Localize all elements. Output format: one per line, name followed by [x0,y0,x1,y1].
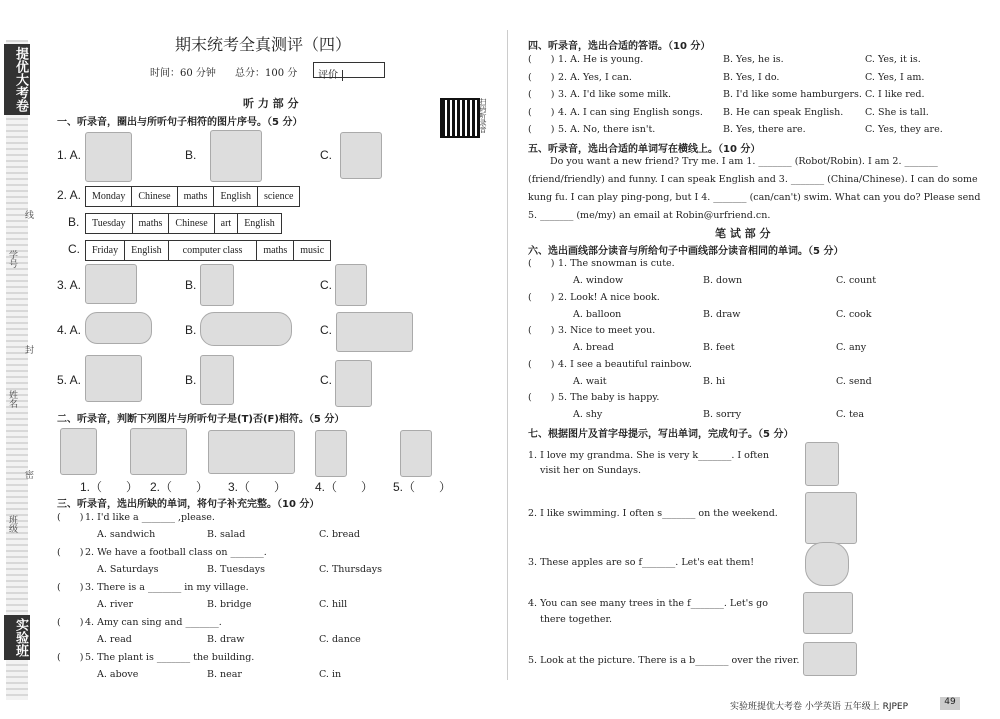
picture-grandma [805,442,839,486]
option-a: 1. A. He is young. [558,54,644,65]
fill-sentence-cont: there together. [540,614,613,625]
picture-classroom [208,430,295,474]
picture-singing-boy [85,132,132,182]
section-7-heading: 七、根据图片及首字母提示，写出单词，完成句子。（5 分） [528,429,794,440]
question-text: 4. Amy can sing and _______. [85,617,222,628]
sidebar-label: 姓名 [7,390,17,408]
answer-paren[interactable]: ( ) [528,89,555,100]
schedule-cell: computer class [168,241,257,261]
option-c: C. dance [319,634,361,645]
option-a: A. balloon [573,308,622,320]
q-label: B. [185,373,197,387]
option-b: B. Yes, there are. [723,124,806,135]
page-title: 期末统考全真测评（四） [175,35,352,54]
schedule-cell: Monday [86,187,132,207]
judge-item[interactable]: 2.（ ） [150,480,209,494]
schedule-cell: Friday [86,241,125,261]
picture-swimming [805,492,857,544]
option-b: B. Tuesdays [207,564,265,575]
q-label: C. [320,278,332,292]
exam-total: 总分：100 分 [235,68,298,79]
section-3-heading: 三、听录音，选出所缺的单词，将句子补充完整。（10 分） [57,499,320,510]
option-c: C. Yes, I am. [865,71,925,83]
option-c: C. in [319,669,342,680]
judge-item[interactable]: 5.（ ） [393,480,452,494]
schedule-option-a [85,186,300,207]
q-label: C. [320,323,332,337]
option-c: C. send [836,375,872,387]
page-number: 49 [940,697,960,710]
fill-sentence: 4. You can see many trees in the f_______. Let's go [528,598,768,609]
question-text: 3. There is a _______ in my village. [85,582,249,593]
schedule-cell: maths [257,241,294,261]
sidebar-label: 封 [23,345,33,354]
option-c: C. Thursdays [319,564,382,575]
fill-sentence: 3. These apples are so f_______. Let's eat them! [528,557,755,568]
exam-time: 时间：60 分钟 [150,68,216,79]
page-divider [507,30,508,680]
sidebar-badge-bottom: 实验班 [4,615,30,660]
option-a: 3. A. I'd like some milk. [558,89,672,100]
option-c: C. bread [319,529,360,540]
q-label: B. [185,323,197,337]
schedule-cell: music [294,241,331,261]
listening-heading: 听 力 部 分 [243,97,299,110]
schedule-cell: science [258,187,300,207]
option-a: A. sandwich [97,529,156,540]
option-b: B. bridge [207,599,252,610]
option-c: C. I like red. [865,89,925,100]
picture-reading [335,264,367,306]
schedule-option-b [85,213,282,234]
option-a: 2. A. Yes, I can. [558,71,632,83]
passage-line: Do you want a new friend? Try me. I am 1. _______ (Robot/Robin). I am 2. _______ [550,156,938,167]
question-text: 5. The plant is _______ the building. [85,652,255,663]
schedule-cell: English [238,214,282,234]
q-label: C. [320,373,332,387]
schedule-cell: English [125,241,169,261]
picture-tai-chi [60,428,97,475]
picture-basketball [335,360,372,407]
picture-rice-vegetables [200,312,292,346]
option-c: C. cook [836,308,872,320]
sidebar-label: 班级 [7,515,17,533]
option-b: B. He can speak English. [723,106,844,118]
option-b: B. sorry [703,409,742,420]
option-a: 5. A. No, there isn't. [558,124,656,135]
schedule-option-c [85,240,331,261]
judge-item[interactable]: 3.（ ） [228,480,287,494]
eval-box [313,62,385,81]
fill-sentence: 1. I love my grandma. She is very k_______. I often [528,450,769,461]
schedule-cell: Chinese [169,214,214,234]
judge-item[interactable]: 1.（ ） [80,480,139,494]
option-b: B. I'd like some hamburgers. [723,89,862,100]
answer-paren[interactable]: ( ) [528,392,555,403]
q-label: 2. A. [57,188,82,202]
passage-line: kung fu. I can play ping-pong, but I 4. _______ (can/can't) swim. What can you do? Please send [528,192,981,203]
answer-paren[interactable]: ( ) [57,547,84,558]
option-c: C. Yes, it is. [865,54,921,65]
section-1-heading: 一、听录音，圈出与所听句子相符的图片序号。（5 分） [57,117,303,128]
answer-paren[interactable]: ( ) [57,582,84,593]
picture-bridge [803,642,857,676]
section-5-passage [528,156,981,228]
sidebar-badge-top: 提优大考卷 [4,44,30,115]
sidebar-label: 密 [23,470,33,479]
answer-paren[interactable]: ( ) [528,54,555,65]
option-c: C. tea [836,409,865,420]
question-text: 3. Nice to meet you. [558,325,656,336]
picture-kung-fu [340,132,382,179]
option-c: C. count [836,275,877,286]
question-text: 2. Look! A nice book. [558,291,660,303]
sidebar-strip [6,40,28,700]
judge-item[interactable]: 4.（ ） [315,480,374,494]
option-a: A. read [97,634,132,645]
q-label: 4. A. [57,323,82,337]
option-b: B. down [703,275,743,286]
schedule-cell: maths [177,187,214,207]
picture-burger-icecream [85,312,152,344]
schedule-cell: English [214,187,258,207]
option-c: C. Yes, they are. [865,124,943,135]
answer-paren[interactable]: ( ) [57,617,84,628]
option-b: B. hi [703,375,726,387]
option-a: A. Saturdays [97,564,159,575]
option-a: A. above [97,669,139,680]
picture-girl-washing [315,430,347,477]
answer-paren[interactable]: ( ) [528,124,555,135]
picture-apples [805,542,849,586]
option-c: C. hill [319,599,348,610]
answer-paren[interactable]: ( ) [57,652,84,663]
qr-label: 扫码听录音 [479,98,487,133]
picture-boy-drawing [210,130,262,182]
sidebar-label: 线 [23,210,33,219]
q-label: 5. A. [57,373,82,387]
section-6-heading: 六、选出画线部分读音与所给句子中画线部分读音相同的单词。（5 分） [528,246,844,257]
option-a: A. shy [573,409,603,420]
section-5-heading: 五、听录音，选出合适的单词写在横线上。（10 分） [528,144,761,155]
q-label: B. [185,278,197,292]
schedule-cell: Chinese [132,187,177,207]
q-label: C. [68,242,80,256]
schedule-cell: Tuesday [86,214,133,234]
binding-sidebar [0,0,36,719]
answer-paren[interactable]: ( ) [528,358,555,370]
fill-sentence: 5. Look at the picture. There is a b_______ over the river. [528,655,800,666]
q-label: C. [320,148,332,162]
q-label: B. [68,215,80,229]
q-label: 1. A. [57,148,82,162]
section-4-heading: 四、听录音，选出合适的答语。（10 分） [528,41,711,52]
option-b: B. feet [703,342,735,353]
answer-paren[interactable]: ( ) [57,512,84,523]
picture-watching-tv [85,264,137,304]
option-a: A. window [573,275,624,286]
option-a: A. river [97,599,134,610]
writing-heading: 笔 试 部 分 [715,227,771,240]
option-b: B. Yes, I do. [723,71,780,83]
option-b: B. draw [207,634,245,645]
picture-piano [130,428,187,475]
option-b: B. salad [207,529,246,540]
q-label: B. [185,148,197,162]
question-text: 1. I'd like a _______ ,please. [85,512,215,523]
section-2-heading: 二、听录音，判断下列图片与所听句子是(T)否(F)相符。（5 分） [57,414,345,425]
eval-label: 评价 [314,70,343,81]
passage-line: (friend/friendly) and funny. I can speak English and 3. _______ (China/Chinese). I can do some [528,174,978,185]
option-c: C. any [836,342,867,353]
footer-text: 实验班提优大考卷 小学英语 五年级上 RJPEP [730,702,909,712]
fill-sentence: 2. I like swimming. I often s_______ on the weekend. [528,508,778,519]
sidebar-label: 学号 [7,250,17,268]
qr-code [440,98,480,138]
option-a: A. bread [573,342,614,353]
schedule-cell: art [214,214,238,234]
picture-watering [200,355,234,405]
answer-paren[interactable]: ( ) [528,258,555,269]
option-b: B. draw [703,308,741,320]
picture-forest [803,592,853,634]
answer-paren[interactable]: ( ) [528,291,555,303]
option-b: B. Yes, he is. [723,54,784,65]
passage-line: 5. _______ (me/my) an email at Robin@urfriend.cn. [528,210,771,221]
schedule-cell: maths [132,214,169,234]
answer-paren[interactable]: ( ) [528,71,555,83]
answer-paren[interactable]: ( ) [528,106,555,118]
option-a: A. wait [573,375,607,387]
option-b: B. near [207,669,242,680]
option-c: C. She is tall. [865,106,929,118]
question-text: 4. I see a beautiful rainbow. [558,358,692,370]
question-text: 2. We have a football class on _______. [85,547,267,558]
q-label: 3. A. [57,278,82,292]
picture-sandwich-drink [336,312,413,352]
question-text: 5. The baby is happy. [558,392,660,403]
option-a: 4. A. I can sing English songs. [558,106,703,118]
picture-boy-kitchen [85,355,142,402]
question-text: 1. The snowman is cute. [558,258,675,269]
picture-cooking [200,264,234,306]
fill-sentence-cont: visit her on Sundays. [540,465,642,476]
answer-paren[interactable]: ( ) [528,325,555,336]
picture-girl-football [400,430,432,477]
